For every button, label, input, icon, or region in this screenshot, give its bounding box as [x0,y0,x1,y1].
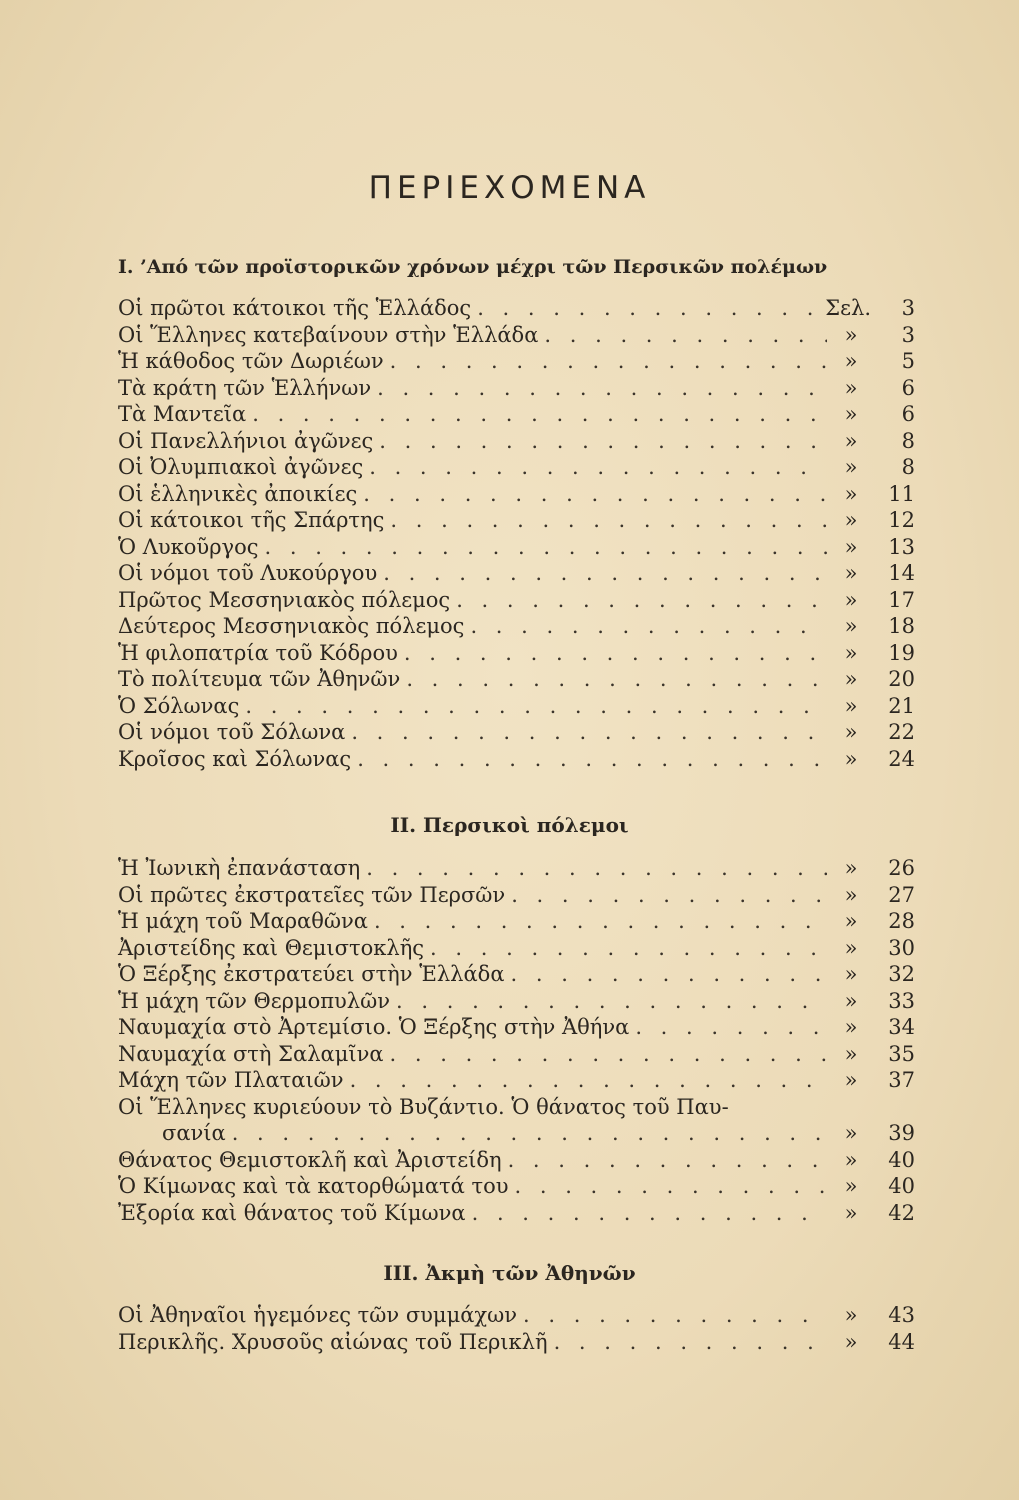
dot-leader [406,666,827,693]
entry-title: Τὸ πολίτευμα τῶν Ἀθηνῶν [118,667,401,691]
toc-entry [118,666,915,693]
toc-entry [118,428,915,455]
dot-leader [265,534,828,561]
dot-leader [245,693,827,720]
page-number: 37 [888,1068,915,1092]
entry-title: Δεύτερος Μεσσηνιακὸς πόλεμος [118,614,465,638]
page-number: 8 [901,455,915,479]
page-marker: » [844,856,858,880]
toc-entry [118,1120,915,1147]
toc-entry [118,1014,915,1041]
page-number: 12 [888,508,915,532]
page-marker: » [844,1121,858,1145]
entry-title: Ὁ Λυκοῦργος [118,534,259,559]
toc-entry [118,587,915,614]
entry-title: Τὰ κράτη τῶν Ἑλλήνων [118,375,372,400]
page-number: 39 [888,1121,915,1145]
entry-title: Οἱ Ἕλληνες κατεβαίνουν στὴν Ἑλλάδα [118,322,539,347]
page-marker: » [844,640,858,665]
entry-title: Κροῖσος καὶ Σόλωνας [118,746,352,771]
entry-title: Οἱ Ὀλυμπιακοὶ ἀγῶνες [118,455,364,479]
page-marker: » [844,1041,858,1066]
entry-title: Μάχη τῶν Πλαταιῶν [118,1068,344,1092]
page-marker: » [844,693,858,718]
page-number: 33 [888,988,915,1013]
page-number: 40 [888,1147,915,1172]
page-number: 28 [888,909,915,933]
dot-leader [470,613,827,640]
dot-leader [554,1329,827,1356]
toc-entry [118,908,915,935]
dot-leader [456,587,827,614]
toc-entry [118,401,915,428]
page-number: 6 [901,402,915,426]
page-number: 44 [888,1329,915,1354]
toc-entry [118,1094,915,1121]
toc-entry [118,882,915,909]
page-title: ΠΕΡΙΕΧΟΜΕΝΑ [368,170,651,206]
page-marker: » [844,561,858,585]
entry-title: Οἱ Πανελλήνιοι ἀγῶνες [118,428,374,453]
dot-leader [374,908,827,935]
dot-leader [390,1041,827,1068]
dot-leader [377,375,827,402]
toc-entry [118,746,915,773]
page-number: 35 [888,1041,915,1066]
page-marker: » [844,322,858,347]
page-marker: » [844,720,858,744]
dot-leader [366,855,827,882]
page-number: 13 [888,534,915,559]
dot-leader [511,961,827,988]
dot-leader [472,1200,827,1227]
dot-leader [515,1173,828,1200]
toc-section-3 [118,1302,915,1355]
entry-title: Ἡ Ἰωνικὴ ἐπανάσταση [118,856,361,880]
dot-leader [430,935,827,962]
toc-entry [118,534,915,561]
page-number: 43 [888,1303,915,1327]
entry-title: Οἱ Ἀθηναῖοι ἡγεμόνες τῶν συμμάχων [118,1303,518,1327]
page-marker: » [844,746,858,771]
page-number: 19 [888,640,915,665]
page-marker: » [844,667,858,691]
toc-section-2 [118,855,915,1226]
page-number: 22 [888,720,915,744]
page-number: 5 [901,349,915,373]
page-number: 27 [888,882,915,907]
dot-leader [396,988,827,1015]
page-number: 8 [901,428,915,453]
entry-title: σανία [162,1121,226,1145]
toc-entry [118,454,915,481]
dot-leader [523,1302,827,1329]
page-marker: » [844,1174,858,1198]
dot-leader [544,322,827,349]
page-number: 21 [888,693,915,718]
page-marker: » [844,428,858,453]
dot-leader [351,719,827,746]
page-number: 20 [888,667,915,691]
page-number: 14 [888,561,915,585]
dot-leader [232,1120,827,1147]
dot-leader [390,507,827,534]
toc-entry [118,640,915,667]
toc-entry [118,1041,915,1068]
page-marker: » [844,882,858,907]
page-marker: » [844,1329,858,1354]
page-marker: » [844,1303,858,1327]
toc-entry [118,1147,915,1174]
page-marker: » [844,1015,858,1039]
page-number: 24 [888,746,915,771]
toc-entry [118,988,915,1015]
entry-title: Ἀριστείδης καὶ Θεμιστοκλῆς [118,935,425,960]
page-number: 30 [888,935,915,960]
entry-title: Ἡ μάχη τοῦ Μαραθῶνα [118,909,368,933]
page-marker: » [844,481,858,506]
dot-leader [477,295,821,322]
page-marker: » [844,375,858,400]
toc-entry [118,935,915,962]
page-marker: » [844,962,858,986]
section-heading: II. Περσικοὶ πόλεμοι [390,813,629,837]
page-marker: » [844,988,858,1013]
entry-title: Περικλῆς. Χρυσοῦς αἰώνας τοῦ Περικλῆ [118,1329,548,1354]
dot-leader [390,348,827,375]
toc-entry [118,375,915,402]
entry-title: Πρῶτος Μεσσηνιακὸς πόλεμος [118,587,451,612]
toc-entry [118,348,915,375]
dot-leader [357,746,827,773]
entry-title: Ὁ Σόλωνας [118,693,240,718]
page-marker: » [844,349,858,373]
entry-title: Οἱ πρῶτοι κάτοικοι τῆς Ἑλλάδος [118,296,472,320]
page-number: 32 [888,962,915,986]
toc-entry [118,961,915,988]
page-marker: » [844,1068,858,1092]
page-marker: » [844,587,858,612]
entry-title: Ἡ φιλοπατρία τοῦ Κόδρου [118,640,398,665]
toc-entry [118,855,915,882]
entry-title: Τὰ Μαντεῖα [118,402,247,426]
entry-title: Οἱ νόμοι τοῦ Σόλωνα [118,720,346,744]
page-number: 26 [888,856,915,880]
entry-title: Οἱ Ἕλληνες κυριεύουν τὸ Βυζάντιο. Ὁ θάνατος τοῦ Παυ- [118,1094,729,1119]
toc-entry [118,1200,915,1227]
dot-leader [404,640,827,667]
dot-leader [363,481,827,508]
page-marker: » [844,455,858,479]
page-marker: » [844,508,858,532]
page-number: 34 [888,1015,915,1039]
dot-leader [511,882,827,909]
toc-entry [118,507,915,534]
entry-title: Οἱ νόμοι τοῦ Λυκούργου [118,561,378,585]
page-marker: Σελ. [825,296,871,320]
toc-entry [118,560,915,587]
toc-entry [118,1173,915,1200]
page-number: 42 [888,1200,915,1225]
toc-entry [118,295,915,322]
dot-leader [383,560,827,587]
page-number: 18 [888,614,915,638]
toc-section-1 [118,295,915,772]
page-marker: » [844,909,858,933]
entry-title: Ὁ Ξέρξης ἐκστρατεύει στὴν Ἑλλάδα [118,962,505,986]
dot-leader [369,454,827,481]
dot-leader [252,401,827,428]
dot-leader [379,428,827,455]
toc-entry [118,719,915,746]
page-marker: » [844,1147,858,1172]
entry-title: Ὁ Κίμωνας καὶ τὰ κατορθώματά του [118,1174,509,1198]
entry-title: Ναυμαχία στὴ Σαλαμῖνα [118,1041,384,1066]
page-marker: » [844,402,858,426]
toc-entry [118,481,915,508]
dot-leader [635,1014,827,1041]
section-heading: I. ’Από τῶν προϊστορικῶν χρόνων μέχρι τῶν Περσικῶν πολέμων [118,256,828,278]
entry-title: Οἱ κάτοικοι τῆς Σπάρτης [118,508,385,532]
entry-title: Ἐξορία καὶ θάνατος τοῦ Κίμωνα [118,1200,466,1225]
toc-entry [118,322,915,349]
entry-title: Θάνατος Θεμιστοκλῆ καὶ Ἀριστείδη [118,1147,502,1172]
toc-entry [118,1302,915,1329]
page-number: 11 [888,481,915,506]
page-marker: » [844,935,858,960]
page-number: 6 [901,375,915,400]
page-number: 17 [888,587,915,612]
toc-entry [118,693,915,720]
page-number: 40 [888,1174,915,1198]
entry-title: Οἱ πρῶτες ἐκστρατεῖες τῶν Περσῶν [118,882,506,907]
dot-leader [508,1147,827,1174]
toc-entry [118,1067,915,1094]
toc-entry [118,1329,915,1356]
entry-title: Οἱ ἑλληνικὲς ἀποικίες [118,481,358,506]
toc-entry [118,613,915,640]
page-marker: » [844,534,858,559]
section-heading: III. Ἀκμὴ τῶν Ἀθηνῶν [383,1261,636,1285]
page-number: 3 [901,322,915,347]
entry-title: Ἡ κάθοδος τῶν Δωριέων [118,349,384,373]
page-marker: » [844,1200,858,1225]
page-number: 3 [901,296,915,320]
entry-title: Ἡ μάχη τῶν Θερμοπυλῶν [118,988,391,1013]
dot-leader [350,1067,827,1094]
page-marker: » [844,614,858,638]
entry-title: Ναυμαχία στὸ Ἀρτεμίσιο. Ὁ Ξέρξης στὴν Ἀθήνα [118,1015,630,1039]
